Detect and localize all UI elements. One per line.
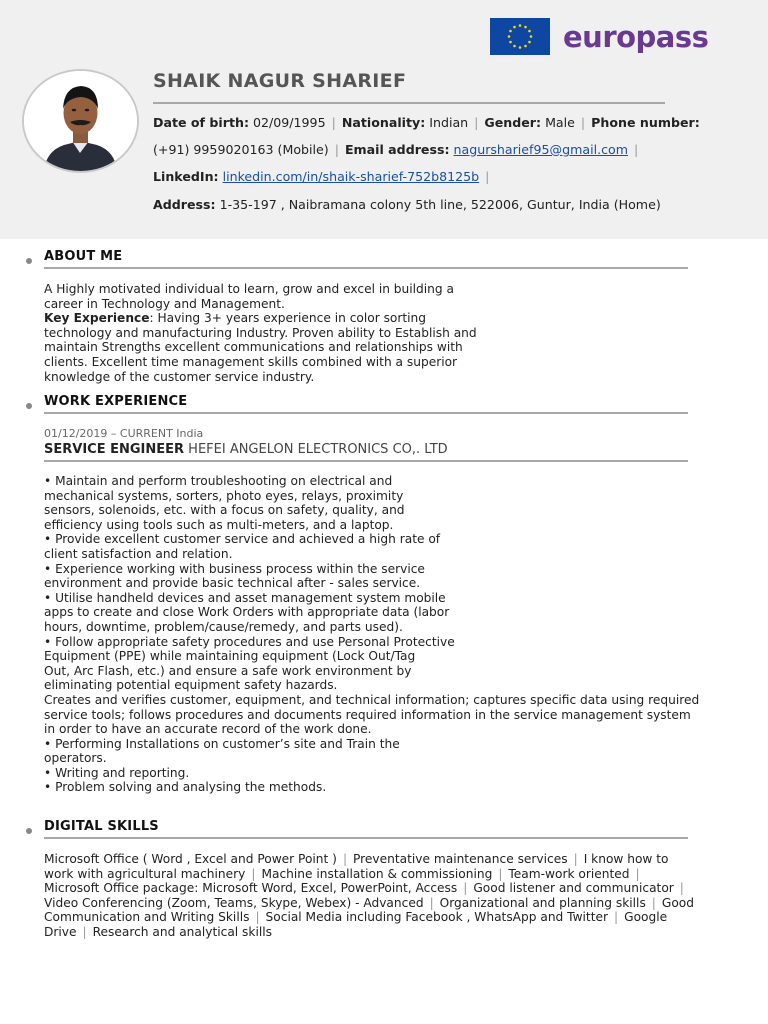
separator: | xyxy=(474,115,479,130)
job-title xyxy=(44,441,448,458)
address-label: Address: xyxy=(153,197,216,212)
separator: | xyxy=(635,866,640,881)
skill-item: Research and analytical skills xyxy=(92,924,272,939)
job-description-line: apps to create and close Work Orders with appropriate data (labor xyxy=(44,605,450,620)
separator: | xyxy=(251,866,256,881)
key-experience-text: : Having 3+ years experience in color sorting xyxy=(149,311,427,326)
skill-item: Social Media including Facebook , WhatsApp and Twitter xyxy=(265,910,609,925)
job-description-line: in order to have an accurate record of the work done. xyxy=(44,722,372,737)
about-line xyxy=(44,311,477,326)
personal-info-line-1 xyxy=(153,115,700,131)
job-company: HEFEI ANGELON ELECTRONICS CO,. LTD xyxy=(188,442,448,457)
skill-item: Organizational and planning skills xyxy=(439,895,646,910)
gender-value: Male xyxy=(545,115,575,130)
job-description-line: • Experience working with business process within the service xyxy=(44,561,425,576)
about-line: clients. Excellent time management skills combined with a superior xyxy=(44,354,458,369)
job-description-line: • Writing and reporting. xyxy=(44,765,190,780)
skill-item: Microsoft Office package: Microsoft Word, Excel, PowerPoint, Access xyxy=(44,881,458,896)
section-bullet xyxy=(26,258,32,264)
separator: | xyxy=(651,895,656,910)
about-section-divider xyxy=(44,267,688,269)
personal-info-line-3 xyxy=(153,169,495,185)
about-section-title: ABOUT ME xyxy=(44,249,123,264)
email-label: Email address: xyxy=(344,142,450,157)
section-bullet xyxy=(26,403,32,409)
skills-line xyxy=(44,910,694,925)
job-description-line: Creates and verifies customer, equipment, and technical information; captures specific data using required xyxy=(44,692,700,707)
job-divider xyxy=(44,460,688,462)
about-line: knowledge of the customer service industry. xyxy=(44,369,315,384)
separator: | xyxy=(334,142,339,157)
work-section-divider xyxy=(44,412,688,414)
separator: | xyxy=(255,910,260,925)
email-link[interactable]: nagursharief95@gmail.com xyxy=(453,142,628,157)
separator: | xyxy=(679,881,684,896)
dob-value: 02/09/1995 xyxy=(253,115,326,130)
job-description-line: operators. xyxy=(44,751,107,766)
skills-list xyxy=(44,852,694,940)
separator: | xyxy=(485,169,490,184)
job-description-line: service tools; follows procedures and documents required information in the service management system xyxy=(44,707,691,722)
job-description-line: • Performing Installations on customer’s site and Train the xyxy=(44,736,400,751)
about-line: A Highly motivated individual to learn, grow and excel in building a xyxy=(44,282,454,296)
job-description-line: • Utilise handheld devices and asset management system mobile xyxy=(44,590,446,605)
job-description-line: client satisfaction and relation. xyxy=(44,546,233,561)
separator: | xyxy=(580,115,586,130)
job-description-line: hours, downtime, problem/cause/remedy, and parts used). xyxy=(44,619,403,634)
separator: | xyxy=(342,852,348,866)
work-section-title: WORK EXPERIENCE xyxy=(44,394,188,409)
nationality-value: Indian xyxy=(429,115,469,130)
skill-item: Preventative maintenance services xyxy=(353,852,568,866)
about-text xyxy=(44,282,477,384)
skills-line xyxy=(44,896,694,911)
separator: | xyxy=(463,881,468,896)
job-description-line: mechanical systems, sorters, photo eyes, relays, proximity xyxy=(44,488,404,503)
dob-label: Date of birth: xyxy=(153,115,249,130)
job-description-line: eliminating potential equipment safety hazards. xyxy=(44,678,338,693)
job-date-location: 01/12/2019 – CURRENT India xyxy=(44,427,204,440)
eu-flag-icon xyxy=(490,18,550,55)
skill-item: Good listener and communicator xyxy=(473,881,674,896)
separator: | xyxy=(331,115,336,130)
separator: | xyxy=(614,910,619,925)
skills-line xyxy=(44,881,694,896)
skill-item: Microsoft Office ( Word , Excel and Power Point ) xyxy=(44,852,337,866)
skills-section-divider xyxy=(44,837,688,839)
skills-line xyxy=(44,852,694,867)
skill-item: Good xyxy=(661,895,694,910)
job-role: SERVICE ENGINEER xyxy=(44,442,185,457)
skill-item: Team-work oriented xyxy=(508,866,630,881)
job-description xyxy=(44,474,699,795)
job-description-line: • Follow appropriate safety procedures and use Personal Protective xyxy=(44,634,455,649)
skills-line xyxy=(44,925,694,940)
separator: | xyxy=(573,852,578,866)
skill-item: I know how to xyxy=(583,852,669,866)
section-bullet xyxy=(26,828,32,834)
skills-section-title: DIGITAL SKILLS xyxy=(44,819,159,834)
job-description-line: • Maintain and perform troubleshooting on electrical and xyxy=(44,474,393,488)
separator: | xyxy=(633,142,639,157)
job-description-line: efficiency using tools such as multi-meters, and a laptop. xyxy=(44,517,394,532)
person-name: SHAIK NAGUR SHARIEF xyxy=(153,70,407,92)
job-description-line: Equipment (PPE) while maintaining equipment (Lock Out/Tag xyxy=(44,649,416,664)
job-description-line: Out, Arc Flash, etc.) and ensure a safe work environment by xyxy=(44,663,412,678)
skill-item: Google xyxy=(624,910,668,925)
job-description-line: • Problem solving and analysing the methods. xyxy=(44,780,327,795)
skill-item: Drive xyxy=(44,924,77,939)
europass-logo: europass xyxy=(563,20,709,54)
personal-info-line-2 xyxy=(153,142,644,158)
key-experience-label: Key Experience xyxy=(44,311,150,326)
personal-info-line-4 xyxy=(153,197,661,213)
job-description-line: environment and provide basic technical after - sales service. xyxy=(44,576,421,591)
avatar xyxy=(22,69,139,173)
skill-item: Machine installation & commissioning xyxy=(261,866,493,881)
skill-item: Video Conferencing (Zoom, Teams, Skype, Webex) - Advanced xyxy=(44,895,424,910)
job-description-line: sensors, solenoids, etc. with a focus on safety, quality, and xyxy=(44,503,405,518)
phone-label: Phone number: xyxy=(591,115,700,130)
linkedin-label: LinkedIn: xyxy=(153,169,219,184)
about-line: career in Technology and Management. xyxy=(44,296,285,311)
skills-line xyxy=(44,867,694,882)
about-line: maintain Strengths excellent communications and relationships with xyxy=(44,340,463,355)
separator: | xyxy=(82,924,87,939)
separator: | xyxy=(429,895,434,910)
skill-item: Communication and Writing Skills xyxy=(44,910,250,925)
phone-value: (+91) 9959020163 (Mobile) xyxy=(153,142,329,157)
address-value: 1-35-197 , Naibramana colony 5th line, 522006, Guntur, India (Home) xyxy=(219,197,661,212)
job-description-line: • Provide excellent customer service and achieved a high rate of xyxy=(44,532,441,547)
linkedin-link[interactable]: linkedin.com/in/shaik-sharief-752b8125b xyxy=(222,169,480,184)
separator: | xyxy=(498,866,503,881)
about-line: technology and manufacturing Industry. Proven ability to Establish and xyxy=(44,325,477,340)
gender-label: Gender: xyxy=(484,115,542,130)
nationality-label: Nationality: xyxy=(341,115,426,130)
name-divider xyxy=(153,102,665,104)
skill-item: work with agricultural machinery xyxy=(44,866,246,881)
